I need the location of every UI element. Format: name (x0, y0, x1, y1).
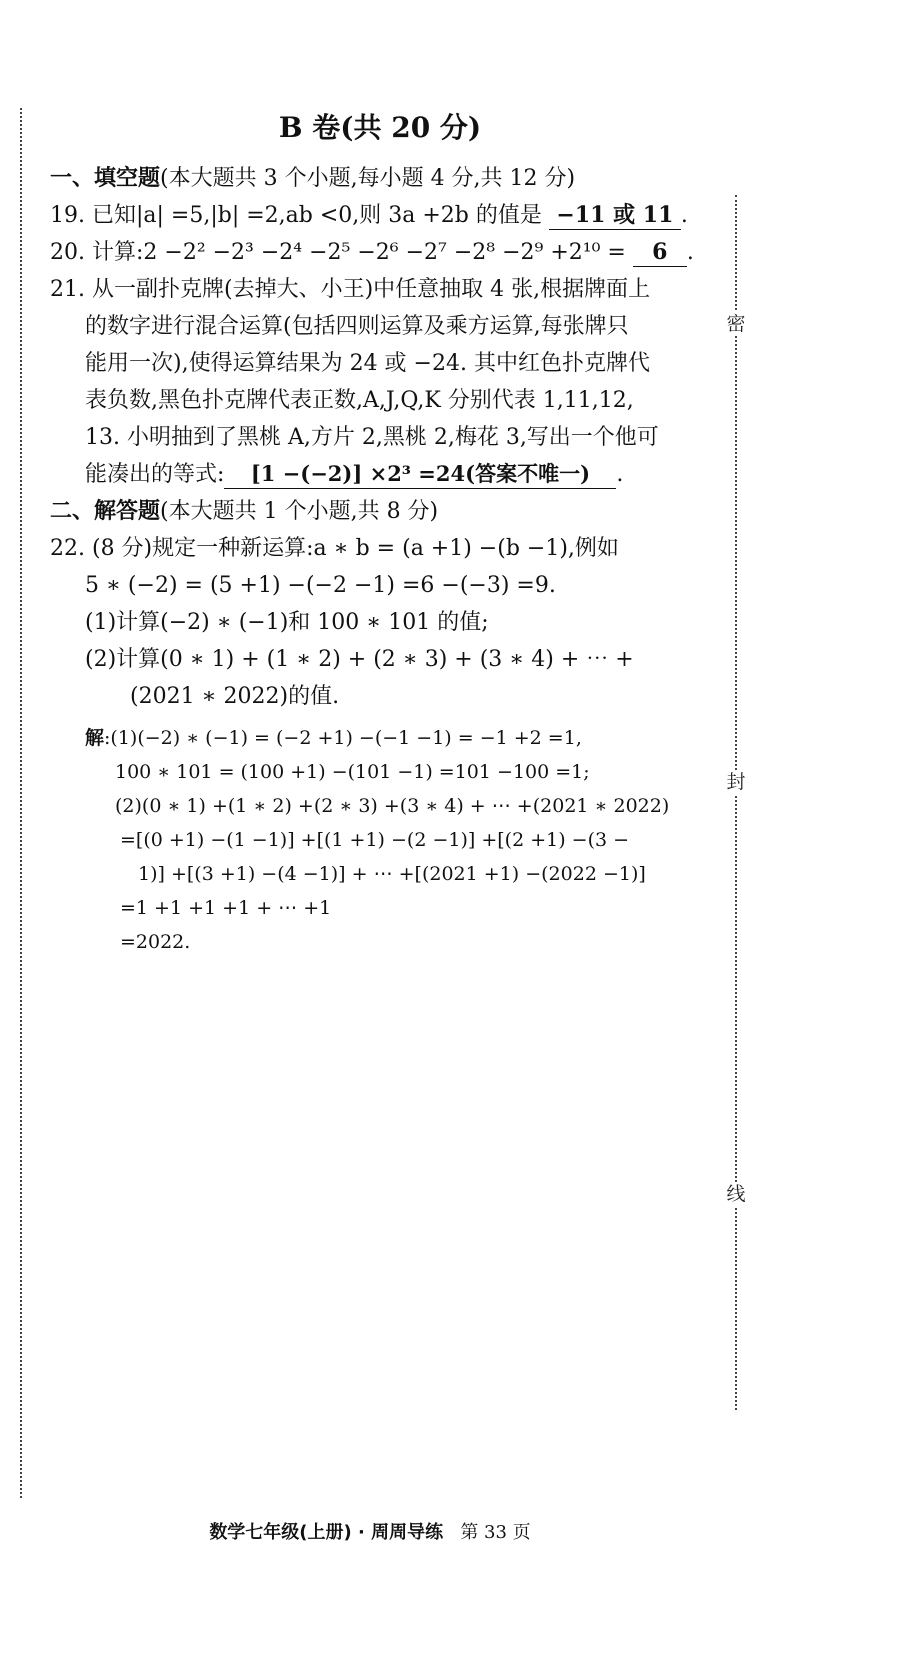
q20-suffix: . (686, 240, 694, 265)
left-dotted-margin-line (20, 108, 22, 1498)
q19-text: 19. 已知|a| =5,|b| =2,ab <0,则 3a +2b 的值是 (50, 203, 542, 228)
q21-line2: 的数字进行混合运算(包括四则运算及乘方运算,每张牌只 (85, 314, 629, 339)
section2-heading: 二、解答题 (50, 499, 161, 524)
q21-line3: 能用一次),使得运算结果为 24 或 −24. 其中红色扑克牌代 (85, 351, 650, 376)
q22-line2: 5 ∗ (−2) = (5 +1) −(−2 −1) =6 −(−3) =9. (85, 573, 556, 598)
question-22 (50, 530, 710, 715)
seal-mark-mi: 密 (726, 313, 746, 335)
solution-line3: (2)(0 ∗ 1) +(1 ∗ 2) +(2 ∗ 3) +(3 ∗ 4) + ⋯ +(2021 ∗ 2022) (115, 795, 670, 817)
q22-line1: 22. (8 分)规定一种新运算:a ∗ b = (a +1) −(b −1),例如 (50, 536, 619, 561)
q21-line6-text: 能凑出的等式: (85, 462, 225, 487)
section-fill-in-blank (50, 160, 710, 197)
q21-line6 (50, 456, 710, 493)
section-problem-solving (50, 493, 710, 530)
q20-text: 20. 计算:2 −2² −2³ −2⁴ −2⁵ −2⁶ −2⁷ −2⁸ −2⁹ +2¹⁰ = (50, 240, 626, 265)
q21-answer: [1 −(−2)] ×2³ =24(答案不唯一) (224, 460, 616, 489)
question-19 (50, 197, 710, 234)
page-title: B 卷(共 20 分) (278, 111, 482, 144)
solution-line5: 1)] +[(3 +1) −(4 −1)] + ⋯ +[(2021 +1) −(2022 −1)] (138, 863, 646, 885)
solution-line2: 100 ∗ 101 = (100 +1) −(101 −1) =101 −100 =1; (115, 761, 590, 783)
q21-line1: 21. 从一副扑克牌(去掉大、小王)中任意抽取 4 张,根据牌面上 (50, 277, 651, 302)
q19-suffix: . (680, 203, 688, 228)
solution-line1 (50, 721, 710, 755)
q20-answer: 6 (633, 238, 687, 267)
footer-book-title: 数学七年级(上册) · 周周导练 (209, 1522, 444, 1543)
exam-content (50, 108, 710, 959)
solution-label: 解 (85, 727, 105, 749)
q21-line5: 13. 小明抽到了黑桃 A,方片 2,黑桃 2,梅花 3,写出一个他可 (85, 425, 659, 450)
q22-part2a: (2)计算(0 ∗ 1) + (1 ∗ 2) + (2 ∗ 3) + (3 ∗ 4) + ⋯ + (85, 647, 634, 672)
section2-description: (本大题共 1 个小题,共 8 分) (160, 499, 439, 524)
seal-mark-feng: 封 (726, 771, 746, 793)
solution-line1-text: :(1)(−2) ∗ (−1) = (−2 +1) −(−1 −1) = −1 +2 =1, (104, 727, 582, 749)
solution-line6: =1 +1 +1 +1 + ⋯ +1 (120, 897, 332, 919)
right-dotted-seal-line (735, 195, 737, 1410)
question-20 (50, 234, 710, 271)
footer-page-number: 第 33 页 (460, 1522, 531, 1543)
solution-line4: =[(0 +1) −(1 −1)] +[(1 +1) −(2 −1)] +[(2 +1) −(3 − (120, 829, 630, 851)
q19-answer: −11 或 11 (549, 201, 681, 230)
seal-mark-xian: 线 (726, 1183, 746, 1205)
page-footer (0, 1518, 740, 1544)
question-21 (50, 271, 710, 493)
q21-suffix: . (616, 462, 624, 487)
solution-block (50, 721, 710, 959)
q22-part2b: (2021 ∗ 2022)的值. (130, 684, 340, 709)
section1-description: (本大题共 3 个小题,每小题 4 分,共 12 分) (160, 166, 576, 191)
q21-line4: 表负数,黑色扑克牌代表正数,A,J,Q,K 分别代表 1,11,12, (85, 388, 634, 413)
solution-line7: =2022. (120, 931, 191, 953)
section1-heading: 一、填空题 (50, 166, 161, 191)
q22-part1: (1)计算(−2) ∗ (−1)和 100 ∗ 101 的值; (85, 610, 489, 635)
